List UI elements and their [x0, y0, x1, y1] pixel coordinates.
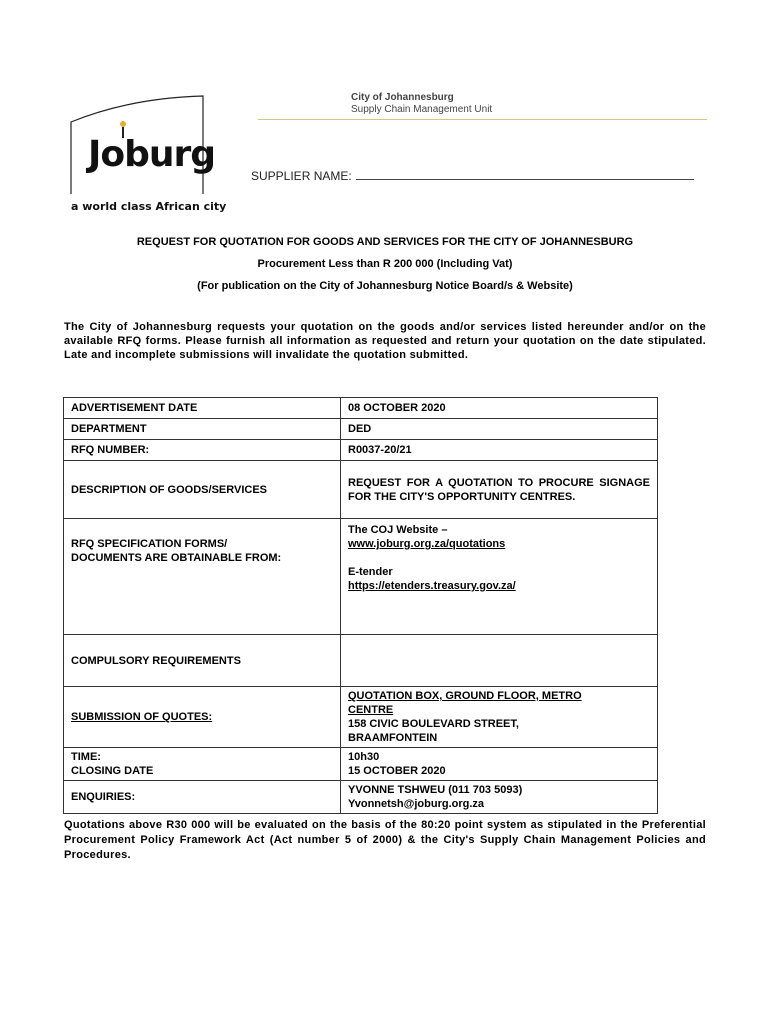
table-row	[64, 687, 658, 748]
time-value: 10h30	[348, 751, 380, 763]
org-name: City of Johannesburg	[351, 92, 454, 103]
title-block	[63, 236, 707, 302]
table-row	[64, 461, 658, 519]
enquiries-contact: YVONNE TSHWEU (011 703 5093)	[348, 784, 523, 796]
rfq-number-value: R0037-20/21	[341, 440, 658, 461]
forms-source-value	[341, 519, 658, 635]
supplier-name-blank	[356, 169, 694, 180]
evaluation-note: Quotations above R30 000 will be evaluated on the basis of the 80:20 point system as stipulated in the Preferential Procurement Policy Framework Act (Act number 5 of 2000) & the City's Supply Chain Management Policies and Procedures.	[64, 819, 706, 861]
table-row	[64, 519, 658, 635]
rfq-details-table	[63, 397, 658, 814]
submission-value	[341, 687, 658, 748]
table-row	[64, 781, 658, 814]
advertisement-date-label: ADVERTISEMENT DATE	[64, 398, 341, 419]
compulsory-requirements-label: COMPULSORY REQUIREMENTS	[64, 635, 341, 687]
supplier-name-field	[251, 169, 694, 183]
publication-note: (For publication on the City of Johannesburg Notice Board/s & Website)	[197, 280, 573, 292]
description-value: REQUEST FOR A QUOTATION TO PROCURE SIGNAGE FOR THE CITY'S OPPORTUNITY CENTRES.	[341, 461, 658, 519]
rfq-number-label: RFQ NUMBER:	[64, 440, 341, 461]
joburg-logo	[70, 94, 216, 194]
table-row	[64, 440, 658, 461]
sub-title: Procurement Less than R 200 000 (Including Vat)	[257, 258, 513, 270]
advertisement-date-value: 08 OCTOBER 2020	[341, 398, 658, 419]
submission-line-3: 158 CIVIC BOULEVARD STREET,	[348, 718, 519, 730]
description-label: DESCRIPTION OF GOODS/SERVICES	[64, 461, 341, 519]
time-closing-label	[64, 748, 341, 781]
enquiries-label: ENQUIRIES:	[64, 781, 341, 814]
table-row	[64, 635, 658, 687]
department-value: DED	[341, 419, 658, 440]
table-row	[64, 419, 658, 440]
header-organization	[351, 92, 492, 116]
time-label: TIME:	[71, 751, 101, 763]
submission-line-2: CENTRE	[348, 704, 394, 716]
submission-label: SUBMISSION OF QUOTES:	[64, 687, 341, 748]
supplier-name-label: SUPPLIER NAME:	[251, 169, 352, 183]
org-unit: Supply Chain Management Unit	[351, 104, 493, 115]
submission-line-4: BRAAMFONTEIN	[348, 732, 438, 744]
enquiries-email[interactable]: Yvonnetsh@joburg.org.za	[348, 798, 485, 810]
submission-line-1: QUOTATION BOX, GROUND FLOOR, METRO	[348, 690, 582, 702]
forms-label-line-1: RFQ SPECIFICATION FORMS/	[71, 538, 228, 550]
main-title: REQUEST FOR QUOTATION FOR GOODS AND SERVICES FOR THE CITY OF JOHANNESBURG	[136, 236, 634, 248]
coj-website-label: The COJ Website –	[348, 524, 448, 536]
header-divider	[258, 119, 707, 120]
closing-date-label: CLOSING DATE	[71, 765, 154, 777]
closing-date-value: 15 OCTOBER 2020	[348, 765, 446, 777]
forms-label-line-2: DOCUMENTS ARE OBTAINABLE FROM:	[71, 552, 282, 564]
enquiries-value	[341, 781, 658, 814]
coj-website-link[interactable]: www.joburg.org.za/quotations	[348, 538, 506, 550]
etender-label: E-tender	[348, 566, 393, 578]
intro-paragraph: The City of Johannesburg requests your quotation on the goods and/or services listed hereunder and/or on the available RFQ forms. Please furnish all information as requested and return your quotation on the date stipulated. Late and incomplete submissions will invalidate the quotation submitted.	[64, 321, 706, 361]
forms-source-label	[64, 519, 341, 635]
logo-wordmark: Joburg	[88, 134, 216, 175]
etender-link[interactable]: https://etenders.treasury.gov.za/	[348, 580, 516, 592]
table-row	[64, 398, 658, 419]
compulsory-requirements-value	[341, 635, 658, 687]
department-label: DEPARTMENT	[64, 419, 341, 440]
time-closing-value	[341, 748, 658, 781]
logo-tagline: a world class African city	[71, 200, 227, 213]
table-row	[64, 748, 658, 781]
